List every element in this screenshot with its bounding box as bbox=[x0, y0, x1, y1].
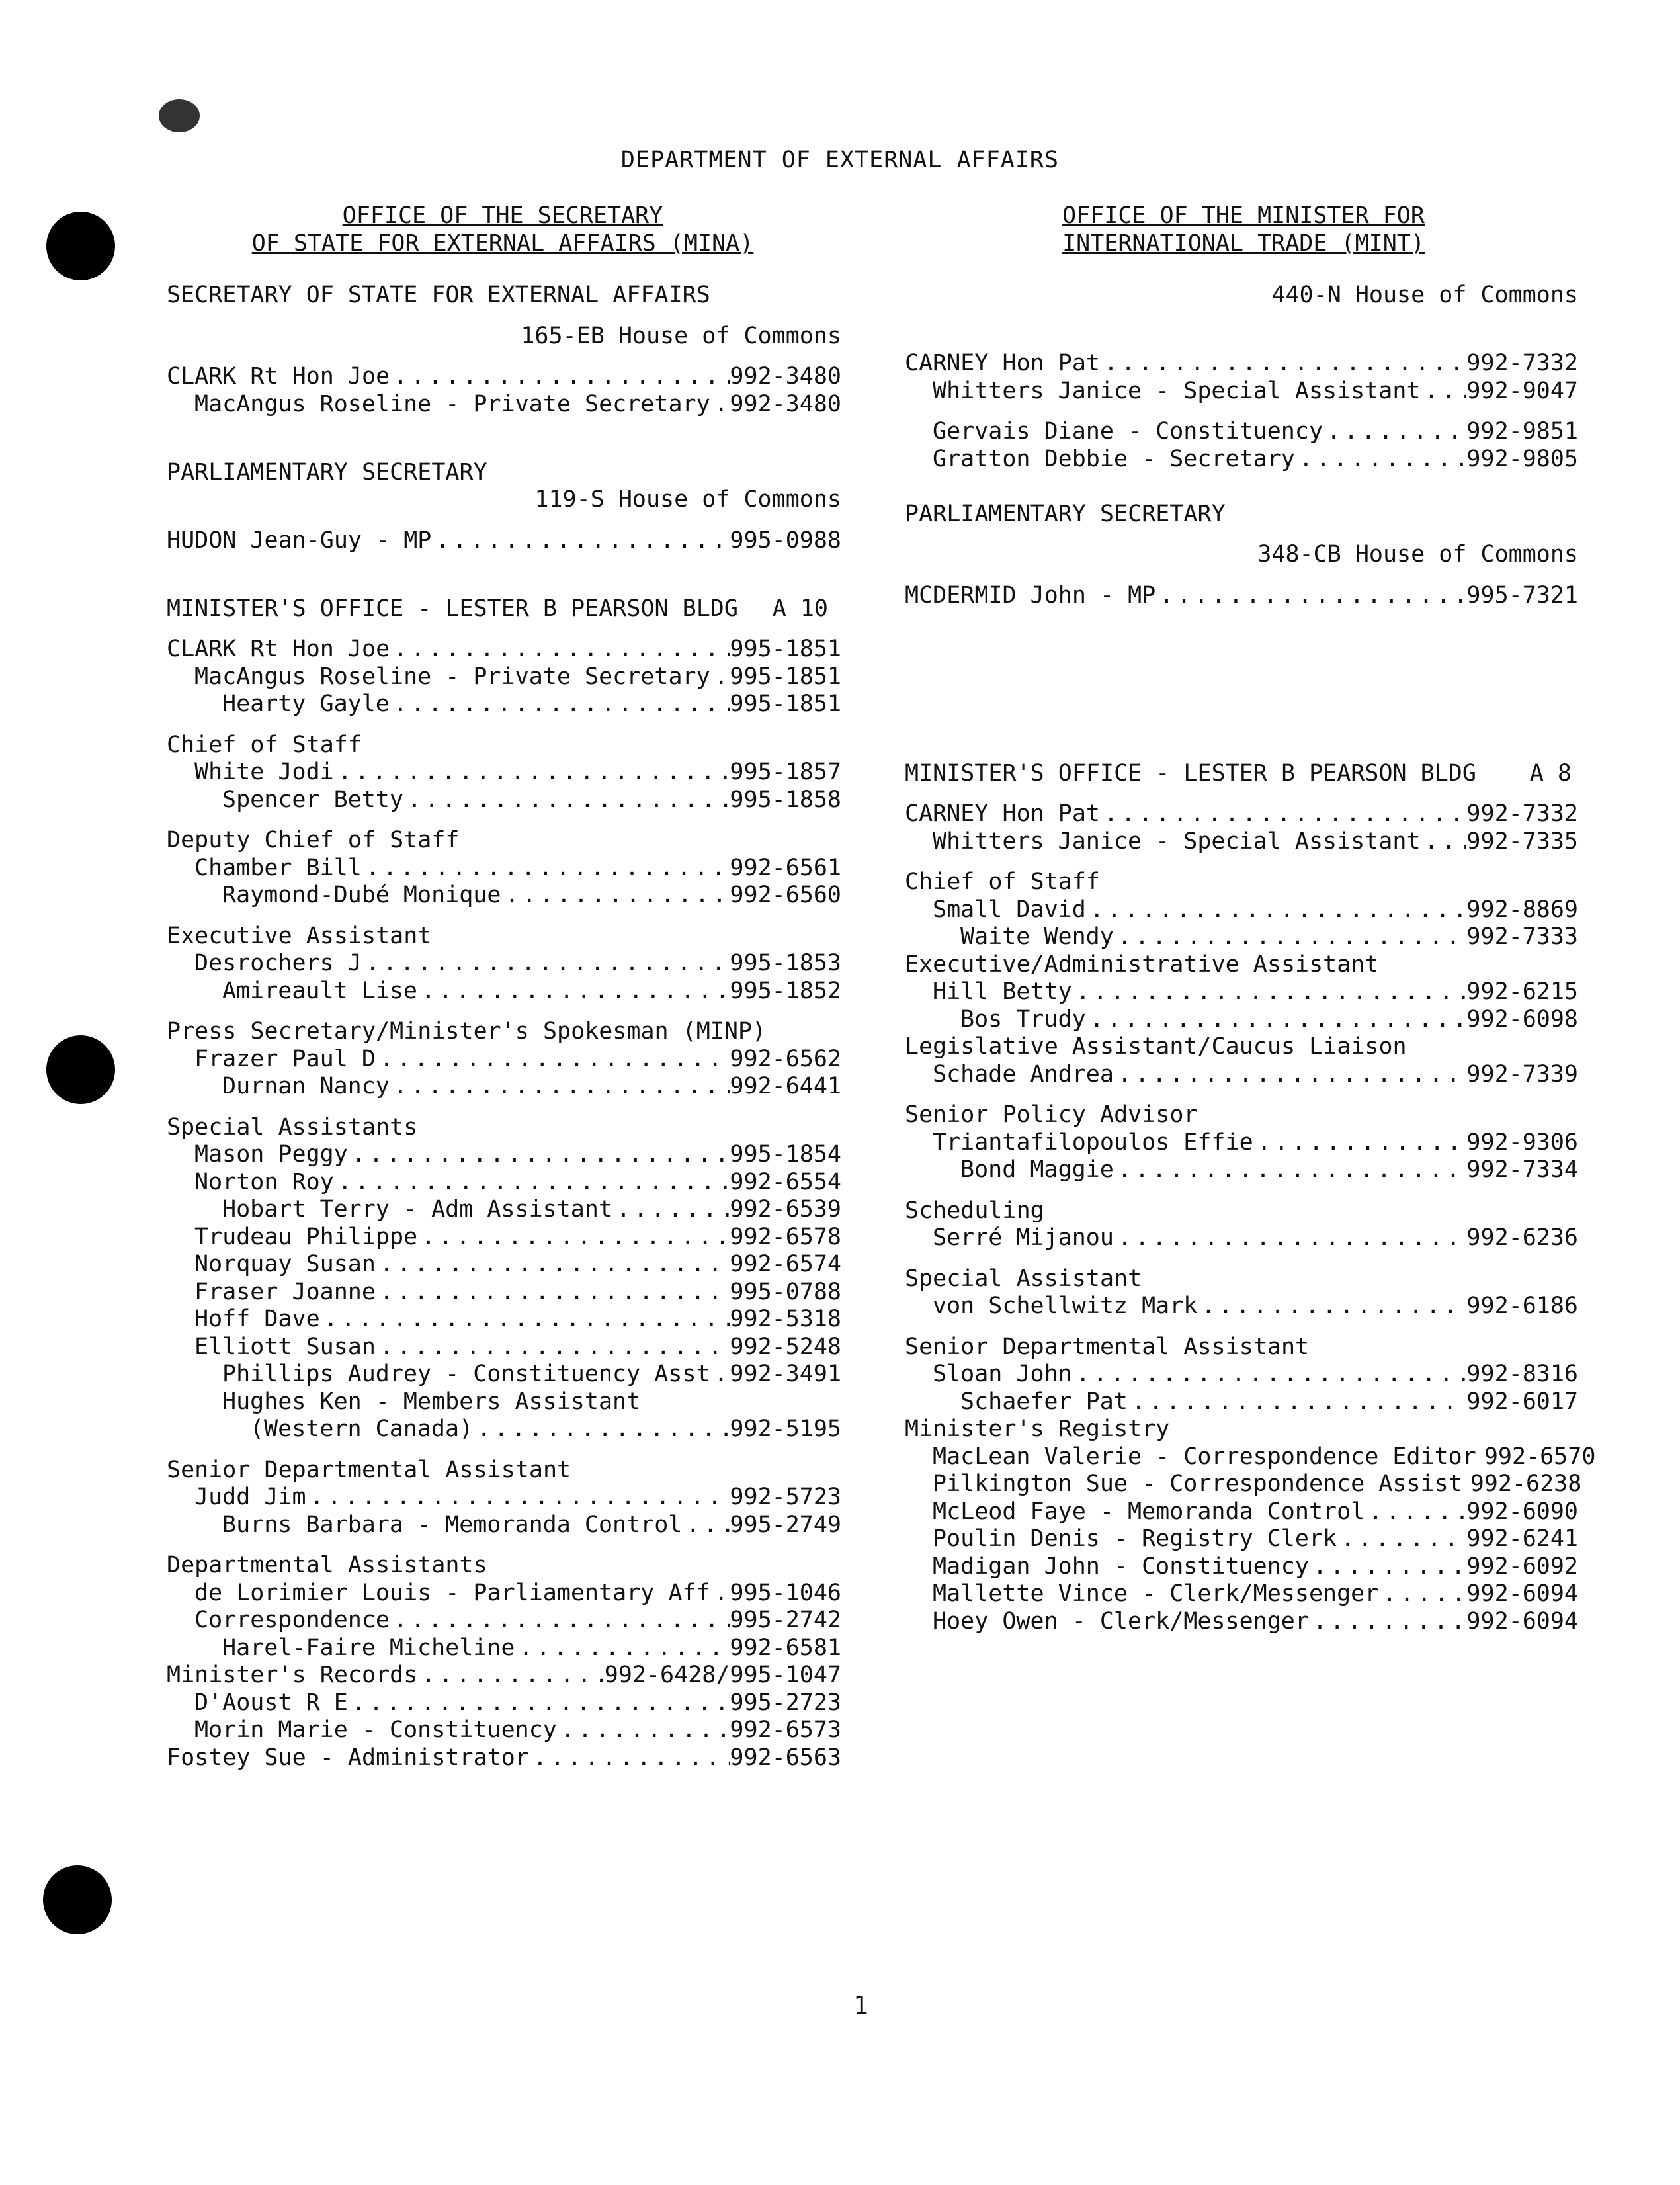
entry-phone: 992-6570 bbox=[1484, 1443, 1596, 1470]
directory-entry bbox=[167, 527, 841, 555]
dot-leader bbox=[1072, 978, 1467, 1006]
dot-leader bbox=[348, 1141, 730, 1169]
entry-name: McLeod Faye - Memoranda Control bbox=[933, 1498, 1365, 1525]
dot-leader bbox=[362, 950, 730, 978]
entry-name: Harel-Faire Micheline bbox=[222, 1634, 515, 1661]
entry-phone: 992-6554 bbox=[730, 1168, 841, 1195]
entry-name: Norton Roy bbox=[194, 1168, 334, 1195]
section-heading: SECRETARY OF STATE FOR EXTERNAL AFFAIRS bbox=[167, 282, 710, 308]
entry-phone: 992-5195 bbox=[730, 1416, 841, 1442]
entry-group bbox=[167, 1141, 841, 1443]
entry-phone: 992-6098 bbox=[1466, 1006, 1578, 1033]
entry-name: Norquay Susan bbox=[194, 1251, 376, 1277]
entry-phone: 992-6563 bbox=[730, 1744, 841, 1771]
dot-leader bbox=[348, 1690, 730, 1717]
entry-name: MacAngus Roseline - Private Secretary bbox=[194, 390, 710, 417]
directory-entry bbox=[905, 1361, 1578, 1389]
entry-phone: 995-1852 bbox=[730, 977, 841, 1004]
directory-entry bbox=[167, 1662, 841, 1690]
directory-entry bbox=[167, 1607, 841, 1635]
directory-entry bbox=[167, 1484, 841, 1512]
entry-phone: 992-6094 bbox=[1466, 1607, 1578, 1635]
scan-speck bbox=[159, 99, 200, 132]
directory-entry bbox=[905, 1471, 1582, 1498]
room-number: 440-N House of Commons bbox=[1271, 282, 1578, 308]
dot-leader bbox=[1100, 350, 1466, 378]
entry-name: CARNEY Hon Pat bbox=[905, 350, 1101, 376]
dot-leader bbox=[376, 1046, 730, 1074]
dot-leader bbox=[710, 391, 730, 419]
directory-entry bbox=[167, 1389, 841, 1416]
directory-entry bbox=[167, 1251, 841, 1279]
group-heading: Press Secretary/Minister's Spokesman (MINP) bbox=[167, 1018, 767, 1045]
dot-leader bbox=[1100, 800, 1466, 828]
directory-entry bbox=[905, 1061, 1578, 1089]
directory-entry bbox=[167, 1196, 841, 1224]
entry-name: MacAngus Roseline - Private Secretary bbox=[194, 663, 710, 690]
dot-leader bbox=[1421, 378, 1467, 406]
entry-name: Triantafilopoulos Effie bbox=[933, 1129, 1253, 1156]
dot-leader bbox=[431, 527, 730, 555]
entry-phone: 992-7332 bbox=[1466, 350, 1578, 376]
entry-phone: 995-1851 bbox=[730, 691, 841, 717]
directory-entry bbox=[167, 1334, 841, 1361]
entry-phone: 992-6441 bbox=[730, 1073, 841, 1099]
entry-name: Hobart Terry - Adm Assistant bbox=[222, 1196, 613, 1222]
entry-phone: 992-6561 bbox=[730, 854, 841, 881]
directory-entry bbox=[905, 1156, 1578, 1184]
entry-name: Spencer Betty bbox=[222, 786, 403, 813]
directory-entry bbox=[167, 1580, 841, 1607]
entry-group bbox=[905, 582, 1578, 610]
left-column-header: OFFICE OF THE SECRETARY OF STATE FOR EXTERNAL AFFAIRS (MINA) bbox=[251, 202, 754, 257]
entry-group bbox=[905, 896, 1578, 951]
entry-name: CARNEY Hon Pat bbox=[905, 800, 1101, 827]
entry-phone: 992-6236 bbox=[1466, 1224, 1578, 1251]
entry-phone: 992-6562 bbox=[730, 1045, 841, 1072]
directory-entry bbox=[905, 582, 1578, 610]
entry-phone: 992-6215 bbox=[1466, 978, 1578, 1005]
directory-entry bbox=[905, 978, 1578, 1006]
entry-name: CLARK Rt Hon Joe bbox=[167, 363, 390, 390]
directory-entry bbox=[167, 363, 841, 391]
dot-leader bbox=[473, 1416, 730, 1443]
entry-group bbox=[167, 950, 841, 1005]
directory-entry bbox=[167, 1279, 841, 1307]
dot-leader bbox=[1155, 582, 1466, 610]
dot-leader bbox=[1197, 1293, 1466, 1320]
page-title: DEPARTMENT OF EXTERNAL AFFAIRS bbox=[620, 147, 1060, 173]
directory-entry bbox=[167, 1717, 841, 1744]
directory-entry bbox=[167, 1416, 841, 1443]
entry-phone: 995-2742 bbox=[730, 1607, 841, 1633]
entry-phone: 992-6094 bbox=[1466, 1580, 1578, 1607]
entry-name: D'Aoust R E bbox=[194, 1689, 348, 1716]
group-heading: Departmental Assistants bbox=[167, 1552, 487, 1578]
entry-name: White Jodi bbox=[194, 759, 334, 785]
directory-entry bbox=[167, 1073, 841, 1101]
directory-entry bbox=[905, 828, 1578, 856]
entry-name: Minister's Records bbox=[167, 1662, 418, 1688]
directory-entry bbox=[905, 923, 1578, 951]
entry-name: Judd Jim bbox=[194, 1484, 306, 1510]
entry-phone: 992-8869 bbox=[1466, 896, 1578, 923]
group-heading: Legislative Assistant/Caucus Liaison bbox=[905, 1033, 1407, 1060]
entry-name: Mallette Vince - Clerk/Messenger bbox=[933, 1580, 1379, 1607]
entry-group bbox=[905, 1361, 1578, 1416]
page-number: 1 bbox=[853, 1991, 868, 2020]
entry-phone: 992-9851 bbox=[1466, 418, 1578, 445]
dot-leader bbox=[1365, 1498, 1466, 1526]
directory-entry bbox=[167, 1224, 841, 1252]
entry-phone: 992-6241 bbox=[1466, 1525, 1578, 1552]
entry-phone: 992-6090 bbox=[1466, 1498, 1578, 1525]
directory-entry bbox=[905, 1129, 1578, 1157]
entry-group bbox=[905, 1224, 1578, 1252]
entry-group bbox=[167, 527, 841, 555]
section-heading: PARLIAMENTARY SECRETARY bbox=[905, 500, 1226, 527]
right-column-header: OFFICE OF THE MINISTER FOR INTERNATIONAL TRADE (MINT) bbox=[1062, 202, 1425, 257]
directory-entry bbox=[905, 1006, 1578, 1034]
dot-leader bbox=[1295, 446, 1467, 474]
dot-leader bbox=[390, 636, 730, 664]
entry-name: Gervais Diane - Constituency bbox=[933, 418, 1323, 445]
punch-hole bbox=[46, 212, 115, 280]
entry-group bbox=[167, 1046, 841, 1101]
directory-entry bbox=[905, 1498, 1578, 1526]
directory-entry bbox=[905, 418, 1578, 446]
entry-name: Whitters Janice - Special Assistant bbox=[933, 377, 1421, 404]
dot-leader bbox=[515, 1635, 730, 1662]
directory-entry bbox=[167, 664, 841, 691]
section-heading: MINISTER'S OFFICE - LESTER B PEARSON BLDG A 10 bbox=[167, 595, 828, 622]
dot-leader bbox=[306, 1484, 730, 1512]
directory-entry bbox=[167, 636, 841, 664]
entry-name: Waite Wendy bbox=[960, 923, 1114, 950]
directory-entry bbox=[167, 978, 841, 1006]
dot-leader bbox=[1114, 1156, 1467, 1184]
entry-name: Amireault Lise bbox=[222, 977, 418, 1004]
directory-entry bbox=[905, 1608, 1578, 1636]
directory-entry bbox=[167, 1169, 841, 1197]
entry-name: Hughes Ken - Members Assistant bbox=[222, 1388, 641, 1415]
dot-leader bbox=[376, 1251, 730, 1279]
dot-leader bbox=[1421, 828, 1467, 856]
group-heading: Special Assistant bbox=[905, 1265, 1142, 1292]
entry-phone: 992-8316 bbox=[1466, 1361, 1578, 1387]
left-column bbox=[167, 282, 841, 1772]
entry-phone: 992-6017 bbox=[1466, 1388, 1578, 1415]
entry-name: Sloan John bbox=[933, 1361, 1072, 1387]
entry-phone: 992-6428/995-1047 bbox=[604, 1662, 841, 1688]
entry-phone: 992-6560 bbox=[730, 882, 841, 908]
directory-entry bbox=[905, 446, 1578, 474]
entry-group bbox=[905, 1443, 1596, 1636]
dot-leader bbox=[1072, 1361, 1467, 1389]
dot-leader bbox=[417, 1224, 730, 1252]
entry-phone: 995-2723 bbox=[730, 1689, 841, 1716]
directory-entry bbox=[167, 1361, 841, 1389]
directory-entry bbox=[905, 800, 1578, 828]
dot-leader bbox=[1462, 1471, 1470, 1498]
directory-entry bbox=[167, 691, 841, 718]
entry-group bbox=[905, 1061, 1578, 1089]
entry-name: (Western Canada) bbox=[250, 1416, 474, 1442]
entry-group bbox=[167, 1484, 841, 1539]
room-number: 348-CB House of Commons bbox=[1257, 541, 1578, 568]
entry-group bbox=[167, 363, 841, 418]
entry-name: Fostey Sue - Administrator bbox=[167, 1744, 529, 1771]
entry-name: Trudeau Philippe bbox=[194, 1223, 418, 1250]
directory-entry bbox=[167, 1690, 841, 1717]
dot-leader bbox=[1253, 1129, 1467, 1157]
dot-leader bbox=[334, 1169, 730, 1197]
dot-leader bbox=[320, 1306, 730, 1334]
entry-phone: 992-6539 bbox=[730, 1196, 841, 1222]
entry-group bbox=[167, 1580, 841, 1772]
entry-phone: 992-7333 bbox=[1466, 923, 1578, 950]
group-heading: Minister's Registry bbox=[905, 1416, 1170, 1442]
dot-leader bbox=[390, 1607, 730, 1635]
entry-name: Madigan John - Constituency bbox=[933, 1553, 1309, 1580]
section-heading: MINISTER'S OFFICE - LESTER B PEARSON BLDG A 8 bbox=[905, 759, 1572, 787]
directory-entry bbox=[167, 1046, 841, 1074]
entry-name: Small David bbox=[933, 896, 1086, 923]
directory-entry bbox=[167, 1744, 841, 1772]
entry-group bbox=[167, 759, 841, 814]
entry-group bbox=[167, 636, 841, 718]
entry-name: Elliott Susan bbox=[194, 1333, 376, 1360]
entry-phone: 992-9047 bbox=[1466, 377, 1578, 404]
entry-name: Serré Mijanou bbox=[933, 1224, 1114, 1251]
directory-entry bbox=[905, 350, 1578, 378]
group-heading: Special Assistants bbox=[167, 1113, 418, 1140]
dot-leader bbox=[1114, 923, 1467, 951]
entry-group bbox=[905, 1129, 1578, 1184]
entry-group bbox=[905, 800, 1578, 855]
entry-name: Hearty Gayle bbox=[222, 691, 390, 717]
room-number: 165-EB House of Commons bbox=[521, 322, 841, 349]
entry-name: MCDERMID John - MP bbox=[905, 581, 1156, 609]
dot-leader bbox=[1114, 1224, 1466, 1252]
entry-group bbox=[905, 1293, 1578, 1320]
entry-name: Correspondence bbox=[194, 1607, 390, 1633]
group-heading: Senior Departmental Assistant bbox=[905, 1333, 1310, 1360]
dot-leader bbox=[417, 1662, 604, 1690]
group-heading: Chief of Staff bbox=[905, 869, 1101, 895]
dot-leader bbox=[1086, 896, 1467, 924]
directory-entry bbox=[167, 391, 841, 419]
dot-leader bbox=[390, 1073, 730, 1101]
dot-leader bbox=[1309, 1553, 1466, 1581]
entry-phone: 992-5318 bbox=[730, 1306, 841, 1332]
entry-name: Desrochers J bbox=[194, 950, 362, 976]
entry-name: HUDON Jean-Guy - MP bbox=[167, 527, 432, 554]
entry-phone: 995-1854 bbox=[730, 1141, 841, 1168]
entry-name: Frazer Paul D bbox=[194, 1045, 376, 1072]
directory-entry bbox=[905, 1389, 1578, 1416]
entry-name: Hoey Owen - Clerk/Messenger bbox=[933, 1607, 1309, 1635]
dot-leader bbox=[390, 363, 730, 391]
entry-phone: 995-0988 bbox=[730, 527, 841, 554]
section-heading: PARLIAMENTARY SECRETARY bbox=[167, 458, 487, 486]
punch-hole bbox=[46, 1035, 115, 1104]
group-heading: Scheduling bbox=[905, 1197, 1044, 1224]
dot-leader bbox=[1086, 1006, 1467, 1034]
dot-leader bbox=[1323, 418, 1466, 446]
entry-phone: 992-5248 bbox=[730, 1333, 841, 1360]
entry-name: Bos Trudy bbox=[960, 1006, 1086, 1033]
directory-entry bbox=[167, 882, 841, 910]
entry-phone: 992-7335 bbox=[1466, 828, 1578, 855]
dot-leader bbox=[334, 759, 730, 787]
entry-group bbox=[905, 418, 1578, 473]
entry-group bbox=[905, 350, 1578, 405]
entry-name: de Lorimier Louis - Parliamentary Aff bbox=[194, 1579, 710, 1606]
entry-phone: 995-0788 bbox=[730, 1278, 841, 1305]
entry-phone: 992-6092 bbox=[1466, 1553, 1578, 1580]
entry-group bbox=[167, 855, 841, 910]
directory-entry bbox=[905, 1443, 1596, 1471]
entry-phone: 992-6573 bbox=[730, 1717, 841, 1743]
group-heading: Chief of Staff bbox=[167, 731, 362, 758]
entry-phone: 995-1851 bbox=[730, 636, 841, 662]
entry-name: Mason Peggy bbox=[194, 1141, 348, 1168]
group-heading: Senior Departmental Assistant bbox=[167, 1456, 571, 1483]
dot-leader bbox=[501, 882, 730, 910]
directory-entry bbox=[905, 1293, 1578, 1320]
entry-name: Fraser Joanne bbox=[194, 1278, 376, 1305]
entry-phone: 995-1851 bbox=[730, 663, 841, 690]
entry-phone: 992-7339 bbox=[1466, 1060, 1578, 1088]
entry-name: Whitters Janice - Special Assistant bbox=[933, 828, 1421, 855]
dot-leader bbox=[1337, 1525, 1466, 1553]
entry-name: Phillips Audrey - Constituency Asst bbox=[222, 1361, 710, 1387]
entry-name: Pilkington Sue - Correspondence Assist bbox=[933, 1471, 1462, 1497]
dot-leader bbox=[1476, 1443, 1484, 1471]
entry-name: Hill Betty bbox=[933, 978, 1072, 1005]
entry-name: MacLean Valerie - Correspondence Editor bbox=[933, 1443, 1476, 1470]
entry-phone: 995-7321 bbox=[1466, 581, 1578, 609]
entry-group bbox=[905, 978, 1578, 1033]
dot-leader bbox=[390, 691, 730, 718]
entry-phone: 995-2749 bbox=[730, 1511, 841, 1538]
entry-name: Morin Marie - Constituency bbox=[194, 1717, 557, 1743]
entry-phone: 992-6578 bbox=[730, 1223, 841, 1250]
entry-phone: 992-3480 bbox=[730, 390, 841, 417]
entry-name: Durnan Nancy bbox=[222, 1073, 390, 1099]
entry-name: Hoff Dave bbox=[194, 1306, 320, 1332]
group-heading: Executive/Administrative Assistant bbox=[905, 951, 1379, 978]
dot-leader bbox=[557, 1717, 730, 1744]
entry-phone: 995-1858 bbox=[730, 786, 841, 813]
dot-leader bbox=[1128, 1389, 1467, 1416]
dot-leader bbox=[529, 1744, 730, 1772]
directory-entry bbox=[905, 1224, 1578, 1252]
entry-name: Bond Maggie bbox=[960, 1156, 1114, 1183]
entry-phone: 995-1857 bbox=[730, 759, 841, 785]
directory-entry bbox=[167, 1141, 841, 1169]
entry-phone: 992-6186 bbox=[1466, 1293, 1578, 1319]
entry-name: Schade Andrea bbox=[933, 1060, 1114, 1088]
entry-phone: 992-3480 bbox=[730, 363, 841, 390]
dot-leader bbox=[710, 664, 730, 691]
dot-leader bbox=[1114, 1061, 1466, 1089]
punch-hole bbox=[43, 1865, 112, 1934]
dot-leader bbox=[1309, 1608, 1466, 1636]
group-heading: Senior Policy Advisor bbox=[905, 1101, 1198, 1128]
directory-entry bbox=[905, 1553, 1578, 1581]
entry-name: Burns Barbara - Memoranda Control bbox=[222, 1511, 683, 1538]
room-number: 119-S House of Commons bbox=[534, 486, 841, 513]
entry-phone: 995-1853 bbox=[730, 950, 841, 976]
dot-leader bbox=[710, 1580, 730, 1607]
dot-leader bbox=[612, 1196, 730, 1224]
directory-entry bbox=[167, 787, 841, 814]
directory-entry bbox=[167, 1306, 841, 1334]
dot-leader bbox=[682, 1512, 730, 1539]
entry-phone: 992-7332 bbox=[1466, 800, 1578, 827]
directory-entry bbox=[905, 896, 1578, 924]
group-heading: Deputy Chief of Staff bbox=[167, 827, 460, 853]
group-heading: Executive Assistant bbox=[167, 922, 432, 949]
entry-name: Schaefer Pat bbox=[960, 1388, 1128, 1415]
entry-name: CLARK Rt Hon Joe bbox=[167, 636, 390, 662]
directory-entry bbox=[905, 1525, 1578, 1553]
entry-phone: 992-6238 bbox=[1470, 1471, 1582, 1497]
directory-entry bbox=[905, 378, 1578, 406]
right-column bbox=[905, 282, 1596, 1635]
entry-name: von Schellwitz Mark bbox=[933, 1293, 1198, 1319]
entry-phone: 992-6574 bbox=[730, 1251, 841, 1277]
entry-phone: 992-9306 bbox=[1466, 1129, 1578, 1156]
entry-phone: 995-1046 bbox=[730, 1579, 841, 1606]
dot-leader bbox=[403, 787, 730, 814]
entry-name: Gratton Debbie - Secretary bbox=[933, 445, 1295, 472]
dot-leader bbox=[376, 1279, 730, 1307]
directory-entry bbox=[167, 1635, 841, 1662]
entry-phone: 992-5723 bbox=[730, 1484, 841, 1510]
entry-phone: 992-6581 bbox=[730, 1634, 841, 1661]
directory-entry bbox=[905, 1580, 1578, 1608]
directory-entry bbox=[167, 1512, 841, 1539]
directory-entry bbox=[167, 950, 841, 978]
directory-entry bbox=[167, 759, 841, 787]
dot-leader bbox=[1378, 1580, 1466, 1608]
dot-leader bbox=[362, 855, 730, 882]
entry-phone: 992-7334 bbox=[1466, 1156, 1578, 1183]
entry-name: Chamber Bill bbox=[194, 854, 362, 881]
entry-name: Poulin Denis - Registry Clerk bbox=[933, 1525, 1337, 1552]
dot-leader bbox=[710, 1361, 730, 1389]
directory-entry bbox=[167, 855, 841, 882]
dot-leader bbox=[417, 978, 730, 1006]
dot-leader bbox=[376, 1334, 730, 1361]
entry-name: Raymond-Dubé Monique bbox=[222, 882, 501, 908]
entry-phone: 992-3491 bbox=[730, 1361, 841, 1387]
entry-phone: 992-9805 bbox=[1466, 445, 1578, 472]
